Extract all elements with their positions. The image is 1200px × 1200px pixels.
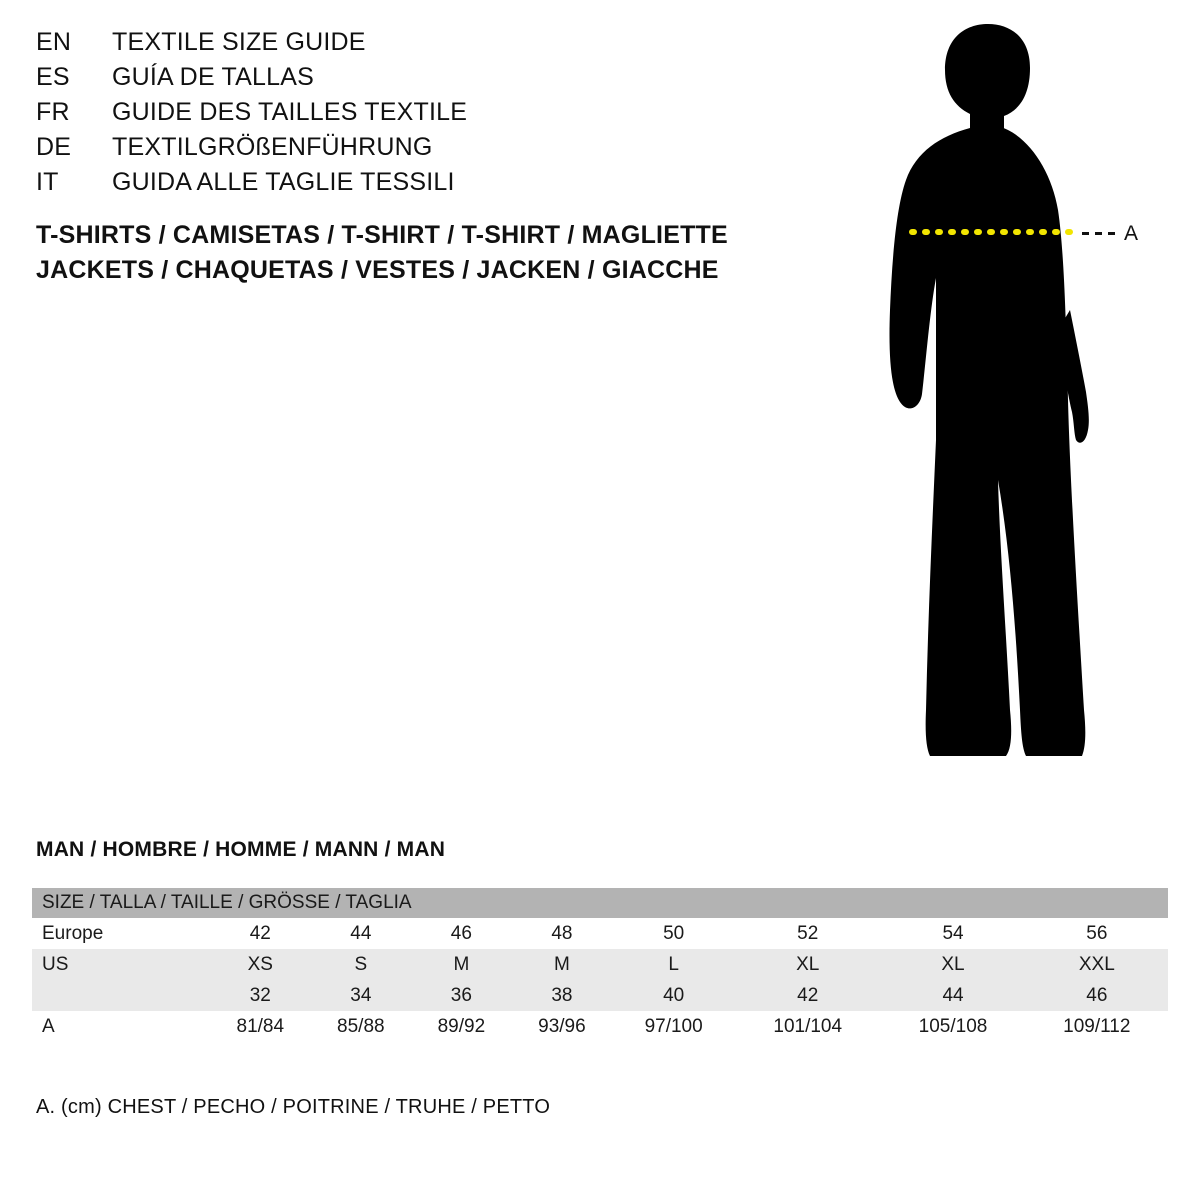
table-cell: M: [512, 949, 613, 980]
language-code: ES: [36, 63, 70, 91]
language-title: GUIDA ALLE TAGLIE TESSILI: [112, 168, 455, 196]
table-cell: 97/100: [612, 1011, 735, 1042]
language-code: EN: [36, 28, 72, 56]
category-tshirts: T-SHIRTS / CAMISETAS / T-SHIRT / T-SHIRT / MAGLIETTE: [36, 221, 728, 249]
table-cell: 93/96: [512, 1011, 613, 1042]
row-label: [32, 980, 210, 1011]
table-cell: 48: [512, 918, 613, 949]
table-cell: 38: [512, 980, 613, 1011]
language-row: [36, 168, 736, 203]
table-cell: M: [411, 949, 512, 980]
table-cell: 32: [210, 980, 311, 1011]
table-cell: 46: [1026, 980, 1168, 1011]
language-title: GUIDE DES TAILLES TEXTILE: [112, 98, 468, 126]
table-cell: 109/112: [1026, 1011, 1168, 1042]
table-cell: XL: [880, 949, 1025, 980]
table-row: [32, 1011, 1168, 1042]
table-cell: 42: [210, 918, 311, 949]
row-label: A: [32, 1011, 210, 1042]
table-cell: 89/92: [411, 1011, 512, 1042]
language-code: DE: [36, 133, 72, 161]
table-cell: 34: [311, 980, 412, 1011]
language-title: TEXTILE SIZE GUIDE: [112, 28, 366, 56]
language-row: [36, 63, 736, 98]
measure-leader-line: [1082, 232, 1116, 235]
language-row: [36, 28, 736, 63]
table-cell: 81/84: [210, 1011, 311, 1042]
table-cell: 101/104: [735, 1011, 880, 1042]
table-cell: 52: [735, 918, 880, 949]
table-cell: 36: [411, 980, 512, 1011]
table-row: [32, 949, 1168, 980]
language-title: GUÍA DE TALLAS: [112, 63, 314, 91]
table-row: [32, 918, 1168, 949]
language-title: TEXTILGRÖßENFÜHRUNG: [112, 133, 433, 161]
language-row: [36, 133, 736, 168]
language-header-block: [36, 28, 736, 203]
table-cell: XS: [210, 949, 311, 980]
table-cell: 44: [311, 918, 412, 949]
table-cell: 56: [1026, 918, 1168, 949]
table-cell: 42: [735, 980, 880, 1011]
table-row: [32, 980, 1168, 1011]
table-cell: 44: [880, 980, 1025, 1011]
table-cell: 54: [880, 918, 1025, 949]
category-jackets: JACKETS / CHAQUETAS / VESTES / JACKEN / GIACCHE: [36, 256, 719, 284]
row-label: Europe: [32, 918, 210, 949]
table-cell: XXL: [1026, 949, 1168, 980]
row-label: US: [32, 949, 210, 980]
table-cell: S: [311, 949, 412, 980]
language-code: IT: [36, 168, 59, 196]
table-cell: L: [612, 949, 735, 980]
table-cell: 40: [612, 980, 735, 1011]
category-block: [36, 218, 796, 288]
table-cell: 50: [612, 918, 735, 949]
measure-label-a: A: [1124, 222, 1139, 245]
table-header-label: SIZE / TALLA / TAILLE / GRÖSSE / TAGLIA: [32, 888, 1168, 918]
table-cell: 46: [411, 918, 512, 949]
footnote-chest: A. (cm) CHEST / PECHO / POITRINE / TRUHE / PETTO: [36, 1096, 551, 1118]
language-row: [36, 98, 736, 133]
table-header-row: [32, 888, 1168, 918]
table-cell: 105/108: [880, 1011, 1025, 1042]
size-table: [32, 888, 1168, 1042]
table-cell: 85/88: [311, 1011, 412, 1042]
male-silhouette-figure: [820, 10, 1180, 790]
table-cell: XL: [735, 949, 880, 980]
language-code: FR: [36, 98, 70, 126]
table-section-title: MAN / HOMBRE / HOMME / MANN / MAN: [36, 838, 446, 861]
